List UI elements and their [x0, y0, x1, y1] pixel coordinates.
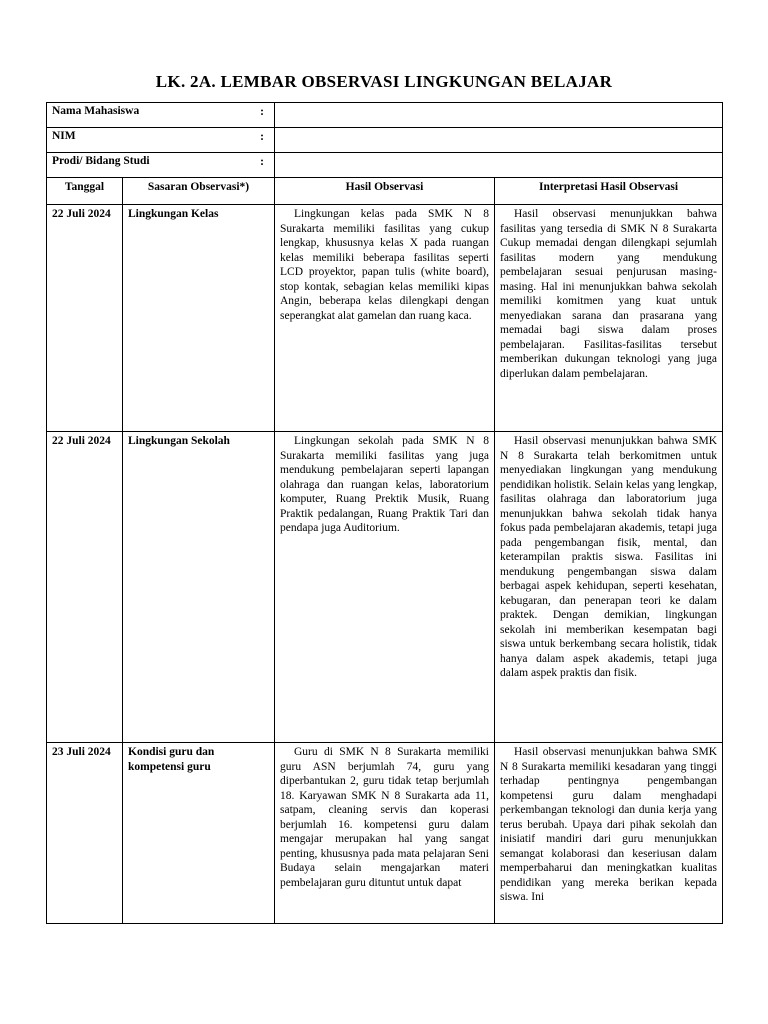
observation-table — [46, 102, 723, 924]
field-colon: : — [260, 156, 264, 168]
column-header-interpretasi: Interpretasi Hasil Observasi — [495, 178, 723, 205]
field-row-nama — [47, 103, 723, 128]
field-row-nim — [47, 128, 723, 153]
table-row — [47, 205, 723, 432]
field-row-prodi — [47, 153, 723, 178]
row-interpretation: Hasil observasi menunjukkan bahwa SMK N 8 Surakarta memiliki kesadaran yang tinggi terhadap pentingnya pengembangan kompetensi guru dalam menghadapi perkembangan teknologi dan dunia kerja yang terus berubah. Upaya dari pihak sekolah dan inisiatif mandiri dari guru menunjukkan semangat kolaborasi dan keseriusan dalam memperbaharui dan meningkatkan kualitas pendidikan yang mereka berikan kepada siswa. Ini — [495, 743, 723, 924]
row-target: Lingkungan Sekolah — [123, 432, 275, 743]
field-label-nama — [47, 103, 275, 128]
document-title: LK. 2A. LEMBAR OBSERVASI LINGKUNGAN BELAJAR — [155, 72, 613, 91]
row-interpretation: Hasil observasi menunjukkan bahwa fasilitas yang tersedia di SMK N 8 Surakarta Cukup memadai dengan dilengkapi sejumlah fasilitas modern yang mendukung pembelajaran sesuai penjurusan masing-masing. Hal ini menunjukkan bahwa sekolah memiliki komitmen yang kuat untuk menyediakan sarana dan prasarana yang memadai bagi siswa dalam proses pembelajaran. Fasilitas-fasilitas tersebut memberikan dukungan teknologi yang juga diperlukan dalam pembelajaran. — [495, 205, 723, 432]
table-header-row — [47, 178, 723, 205]
field-label-text: NIM — [52, 130, 76, 142]
row-target: Kondisi guru dan kompetensi guru — [123, 743, 275, 924]
table-row — [47, 432, 723, 743]
row-date: 22 Juli 2024 — [47, 205, 123, 432]
field-label-prodi — [47, 153, 275, 178]
table-row — [47, 743, 723, 924]
row-interpretation: Hasil observasi menunjukkan bahwa SMK N 8 Surakarta telah berkomitmen untuk menyediakan lingkungan yang mendukung pendidikan holistik. Selain kelas yang lengkap, fasilitas olahraga dan laboratorium juga menunjukkan bahwa sekolah tidak hanya fokus pada pembelajaran akademis, tetapi juga pada pengembangan fisik, mental, dan keterampilan praktis siswa. Fasilitas ini mendukung pengembangan siswa dalam berbagai aspek kehidupan, seperti kesehatan, kebugaran, dan penerapan teori ke dalam praktek. Dengan demikian, lingkungan sekolah ini memberikan kesempatan bagi siswa untuk berkembang secara holistik, tidak hanya dalam aspek akademis, tetapi juga dalam aspek praktis dan fisik. — [495, 432, 723, 743]
field-label-text: Nama Mahasiswa — [52, 105, 140, 117]
row-result: Lingkungan kelas pada SMK N 8 Surakarta memiliki fasilitas yang cukup lengkap, khususnya kelas X pada ruangan kelas memiliki beberapa fasilitas seperti LCD proyektor, papan tulis (white board), stop kontak, sebagian kelas memiliki kipas Angin, beberapa kelas dilengkapi dengan seperangkat alat gamelan dan ruang kaca. — [275, 205, 495, 432]
column-header-sasaran: Sasaran Observasi*) — [123, 178, 275, 205]
field-colon: : — [260, 106, 264, 118]
column-header-tanggal: Tanggal — [47, 178, 123, 205]
row-result: Lingkungan sekolah pada SMK N 8 Surakarta memiliki fasilitas yang juga mendukung pembelajaran seperti lapangan olahraga dan ruangan kelas, laboratorium komputer, Ruang Prektik Musik, Ruang Praktik pedalangan, Ruang Praktik Tari dan pendapa juga Auditorium. — [275, 432, 495, 743]
field-colon: : — [260, 131, 264, 143]
field-label-text: Prodi/ Bidang Studi — [52, 155, 150, 167]
field-value-nama[interactable] — [275, 103, 723, 128]
field-label-nim — [47, 128, 275, 153]
field-value-nim[interactable] — [275, 128, 723, 153]
row-result: Guru di SMK N 8 Surakarta memiliki guru ASN berjumlah 74, guru yang diperbantukan 2, guru tidak tetap berjumlah 18. Karyawan SMK N 8 Surakarta ada 11, satpam, cleaning servis dan koperasi berjumlah 16. kompetensi guru dalam mengajar merupakan hal yang sangat penting, khususnya pada mata pelajaran Seni Budaya selain mengajarkan materi pembelajaran guru dituntut untuk dapat — [275, 743, 495, 924]
row-date: 22 Juli 2024 — [47, 432, 123, 743]
field-value-prodi[interactable] — [275, 153, 723, 178]
column-header-hasil: Hasil Observasi — [275, 178, 495, 205]
row-target: Lingkungan Kelas — [123, 205, 275, 432]
row-date: 23 Juli 2024 — [47, 743, 123, 924]
